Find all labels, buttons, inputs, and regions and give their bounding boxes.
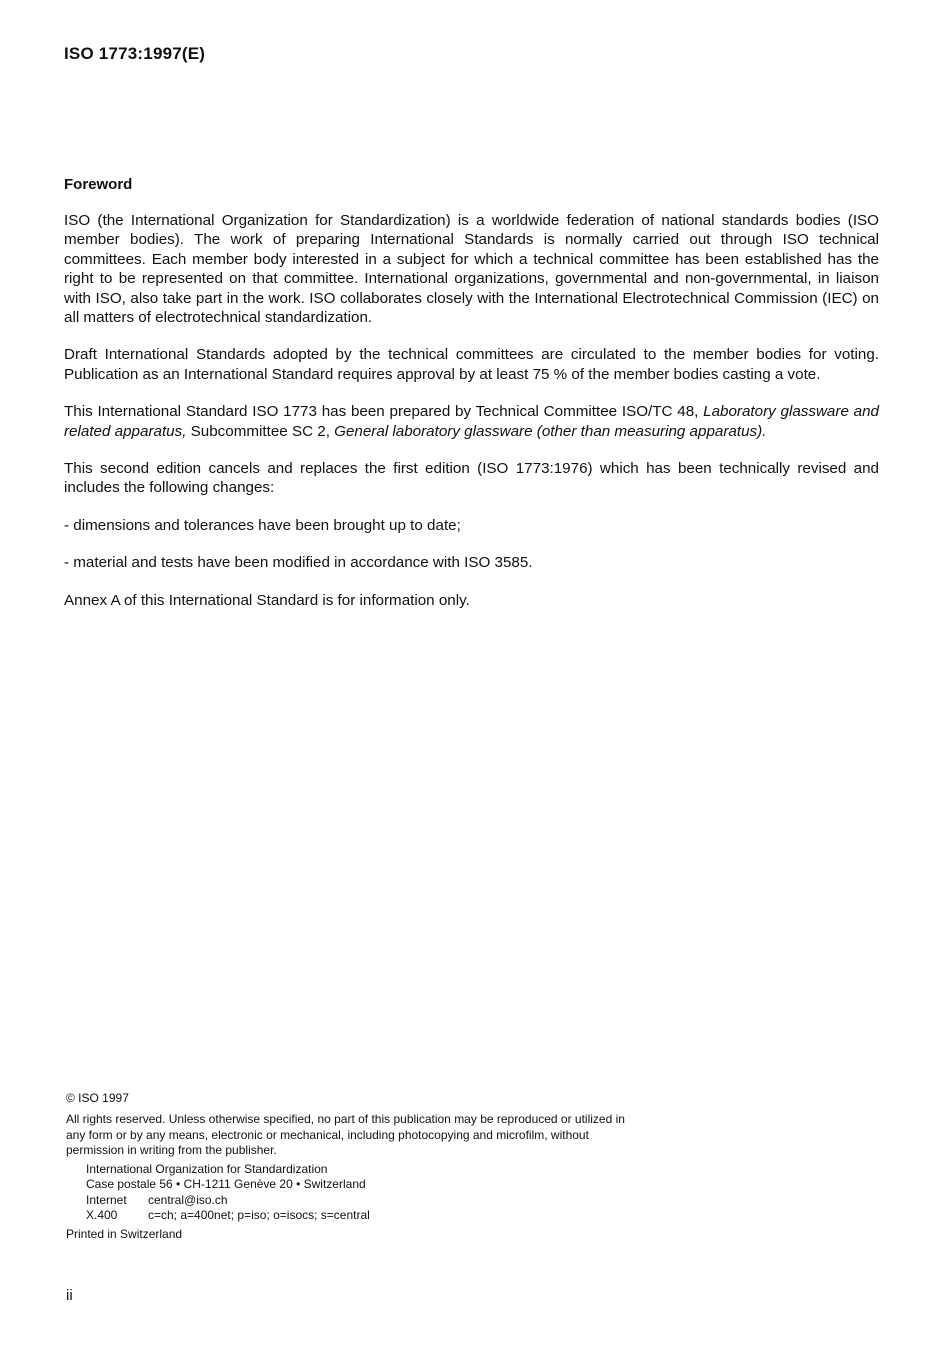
change-item: - material and tests have been modified in accordance with ISO 3585. (64, 554, 533, 572)
copyright-line: © ISO 1997 (66, 1091, 129, 1105)
foreword-paragraph-iso: ISO (the International Organization for Standardization) is a worldwide federation of national standards bodies (ISO member bodies). The work of preparing International Standards is normally carried out through ISO technical committees. Each member body interested in a subject for which a technical committee has been established has the right to be represented on that committee. International organizations, governmental and non-governmental, in liaison with ISO, also take part in the work. ISO collaborates closely with the International Electrotechnical Commission (IEC) on all matters of electrotechnical standardization. (64, 212, 879, 327)
x400-value: c=ch; a=400net; p=iso; o=isocs; s=central (148, 1208, 370, 1223)
subcommittee-name: General laboratory glassware (other than measuring apparatus). (334, 422, 767, 440)
change-item: - dimensions and tolerances have been brought up to date; (64, 516, 461, 534)
foreword-paragraph-committee (64, 402, 879, 441)
copyright-block (66, 1091, 626, 1243)
postal-address: Case postale 56 • CH-1211 Genève 20 • Switzerland (86, 1177, 366, 1192)
organization-name: International Organization for Standardization (86, 1162, 328, 1177)
foreword-paragraph-annex: Annex A of this International Standard is for information only. (64, 591, 470, 609)
committee-text-1: This International Standard ISO 1773 has been prepared by Technical Committee ISO/TC 48, (64, 403, 704, 421)
committee-name: Laboratory glassware and related apparatus, (64, 403, 879, 440)
rights-statement: All rights reserved. Unless otherwise specified, no part of this publication may be reproduced or utilized in any form or by any means, electronic or mechanical, including photocopying and microfilm, without permission in writing from the publisher. (66, 1112, 625, 1157)
foreword-section (64, 176, 879, 628)
x400-label: X.400 (86, 1208, 118, 1223)
internet-contact (66, 1193, 626, 1208)
internet-label: Internet (86, 1192, 127, 1207)
committee-text-2: Subcommittee SC 2, (186, 422, 335, 440)
page-number: ii (66, 1287, 73, 1304)
internet-value: central@iso.ch (148, 1192, 228, 1207)
foreword-title: Foreword (64, 176, 133, 193)
document-id: ISO 1773:1997(E) (64, 44, 206, 63)
printed-in: Printed in Switzerland (66, 1227, 183, 1242)
x400-contact (66, 1208, 626, 1223)
foreword-paragraph-drafts: Draft International Standards adopted by the technical committees are circulated to the member bodies for voting. Publication as an International Standard requires approval by at least 75 % of the member bodies casting a vote. (64, 346, 879, 383)
foreword-paragraph-edition: This second edition cancels and replaces the first edition (ISO 1773:1976) which has been technically revised and includes the following changes: (64, 460, 879, 497)
